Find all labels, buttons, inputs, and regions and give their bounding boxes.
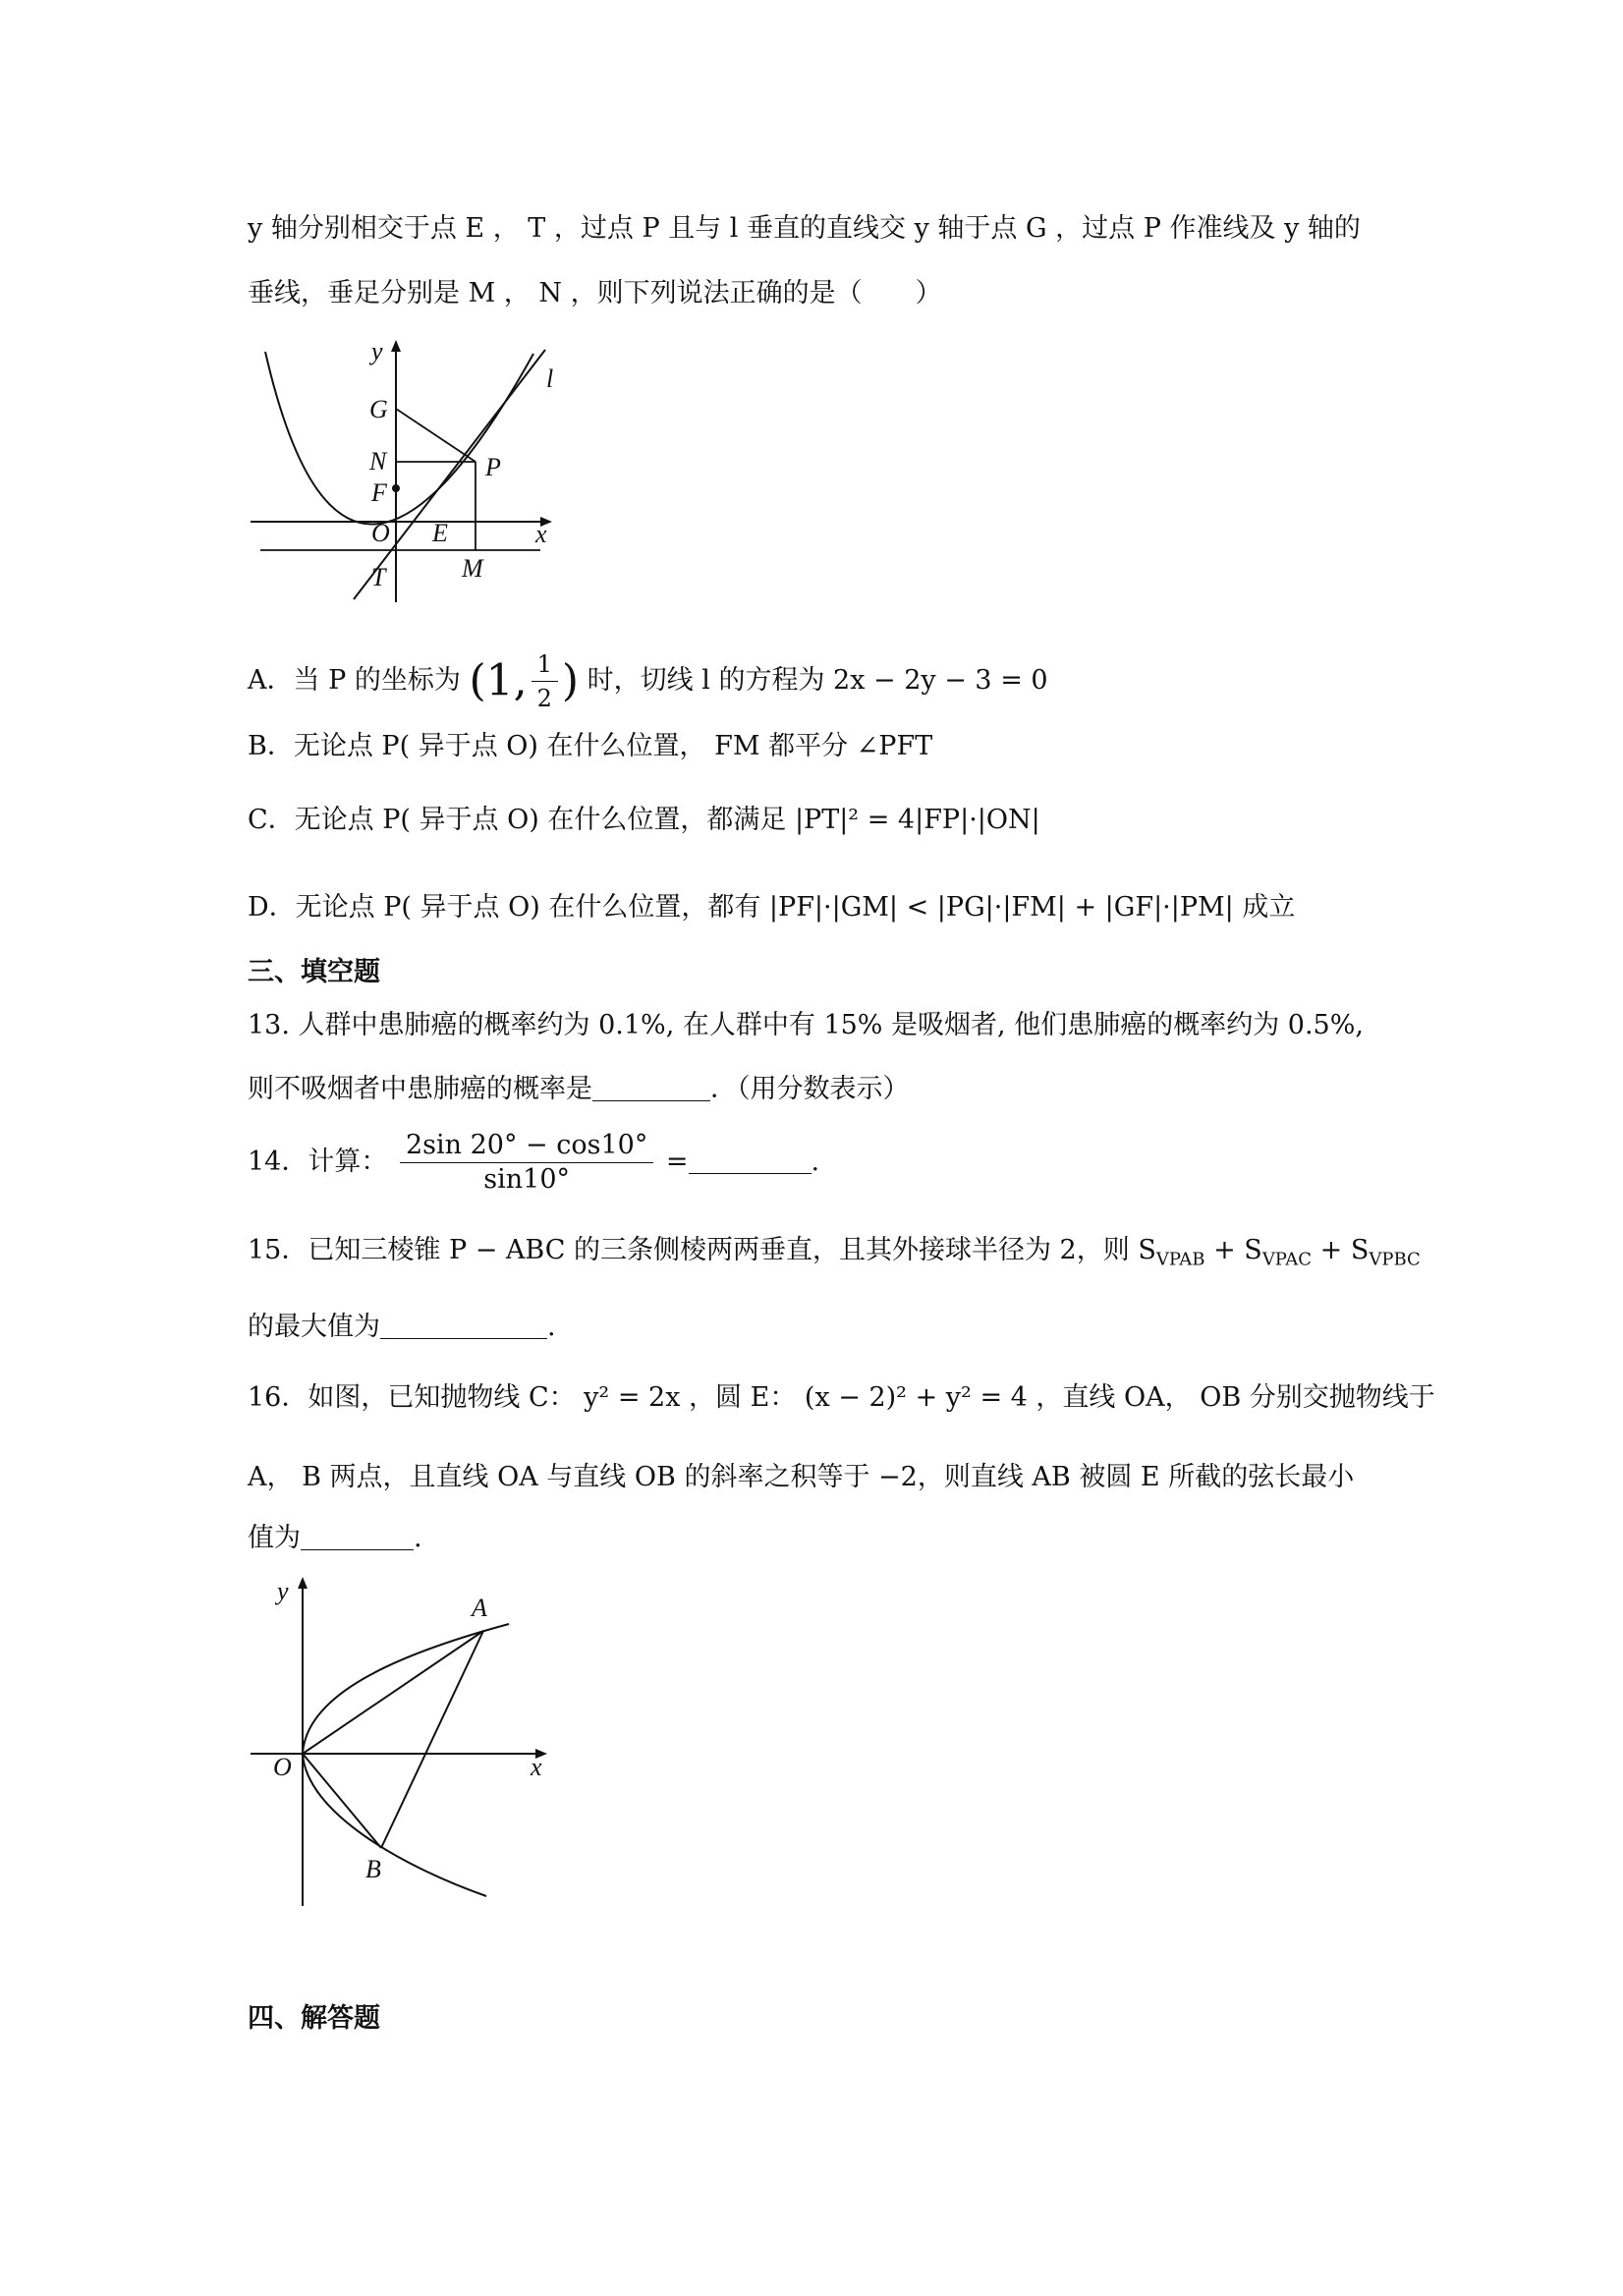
q16-line-3 bbox=[248, 1519, 422, 1558]
q15-sub-3: VPBC bbox=[1369, 1249, 1421, 1270]
q15-text: 15．已知三棱锥 P − ABC 的三条侧棱两两垂直，且其外接球半径为 2，则 S bbox=[248, 1235, 1156, 1265]
q15-sub-1: VPAB bbox=[1155, 1249, 1205, 1270]
q14-answer-blank[interactable] bbox=[689, 1144, 812, 1174]
q15-line-2 bbox=[248, 1308, 556, 1347]
q14-line bbox=[248, 1128, 819, 1197]
q14-label: 14．计算： bbox=[248, 1147, 388, 1177]
q16-line-1: 16．如图，已知抛物线 C： y² = 2x ，圆 E： (x − 2)² + y² = 4 ，直线 OA， OB 分别交抛物线于 bbox=[248, 1382, 1435, 1413]
q15-plus-2: + S bbox=[1312, 1235, 1370, 1265]
section-4-title: 四、解答题 bbox=[248, 2003, 380, 2034]
fig2-label-y: y bbox=[277, 1577, 289, 1605]
figure-parabola-chords bbox=[246, 1567, 560, 1921]
fig1-label-M: M bbox=[462, 554, 483, 583]
option-a-prefix: A．当 P 的坐标为 bbox=[248, 665, 461, 696]
q16-line-2: A， B 两点，且直线 OA 与直线 OB 的斜率之积等于 −2，则直线 AB 被圆 E 所截的弦长最小 bbox=[248, 1462, 1355, 1492]
fig2-label-B: B bbox=[365, 1855, 381, 1883]
option-a-frac-den: 2 bbox=[536, 685, 552, 712]
q13-line-1: 13. 人群中患肺癌的概率约为 0.1%, 在人群中有 15% 是吸烟者, 他们患肺癌的概率约为 0.5%, bbox=[248, 1010, 1364, 1040]
fig1-label-y: y bbox=[371, 337, 383, 365]
option-c: C．无论点 P( 异于点 O) 在什么位置，都满足 |PT|² = 4|FP|·|ON| bbox=[248, 805, 1040, 835]
fig1-label-T: T bbox=[371, 563, 386, 591]
section-3-title: 三、填空题 bbox=[248, 957, 380, 987]
q15-sub-2: VPAC bbox=[1261, 1249, 1313, 1270]
fig1-label-l: l bbox=[546, 364, 554, 393]
q15-answer-blank[interactable] bbox=[380, 1309, 547, 1339]
option-a-suffix: 时，切线 l 的方程为 2x − 2y − 3 = 0 bbox=[587, 665, 1048, 696]
figure-parabola-tangent bbox=[246, 332, 560, 617]
q16-answer-blank[interactable] bbox=[301, 1520, 414, 1550]
q14-equals: = bbox=[665, 1147, 689, 1177]
q13-text-a: 则不吸烟者中患肺癌的概率是 bbox=[248, 1074, 592, 1104]
q13-answer-blank[interactable] bbox=[592, 1071, 710, 1101]
q14-end: . bbox=[811, 1147, 820, 1177]
option-a-point-close: ) bbox=[561, 655, 580, 706]
q16-text-a: 值为 bbox=[248, 1523, 301, 1553]
option-a-point-open: (1, bbox=[469, 655, 528, 706]
fig2-label-A: A bbox=[472, 1594, 487, 1622]
fig1-label-O: O bbox=[371, 519, 390, 547]
fig1-label-P: P bbox=[485, 453, 501, 481]
q15-text-a: 的最大值为 bbox=[248, 1312, 380, 1342]
q15-text-b: . bbox=[547, 1312, 556, 1342]
q12-stem-line-2: 垂线，垂足分别是 M ， N ，则下列说法正确的是（ ） bbox=[248, 278, 942, 308]
option-d: D．无论点 P( 异于点 O) 在什么位置，都有 |PF|·|GM| < |PG|·|FM| + |GF|·|PM| 成立 bbox=[248, 892, 1296, 923]
fig2-label-x: x bbox=[531, 1753, 542, 1781]
q12-stem-line-1: y 轴分别相交于点 E ， T ，过点 P 且与 l 垂直的直线交 y 轴于点 G ，过点 P 作准线及 y 轴的 bbox=[248, 213, 1361, 244]
fig1-label-G: G bbox=[369, 395, 388, 423]
option-b: B．无论点 P( 异于点 O) 在什么位置， FM 都平分 ∠PFT bbox=[248, 731, 933, 761]
q13-line-2 bbox=[248, 1070, 910, 1109]
fig1-label-F: F bbox=[371, 478, 387, 507]
q15-line-1 bbox=[248, 1231, 1421, 1279]
q16-text-b: . bbox=[414, 1523, 422, 1553]
fig1-label-N: N bbox=[369, 447, 387, 476]
q13-text-b: ．（用分数表示） bbox=[710, 1074, 910, 1104]
fig1-label-x: x bbox=[535, 520, 547, 548]
fig1-label-E: E bbox=[432, 519, 448, 547]
q14-frac-num: 2sin 20° − cos10° bbox=[400, 1129, 653, 1163]
fig2-label-O: O bbox=[273, 1753, 292, 1781]
q15-plus-1: + S bbox=[1204, 1235, 1262, 1265]
option-a bbox=[248, 646, 1048, 716]
option-a-frac-num: 1 bbox=[532, 647, 558, 682]
q14-frac-den: sin10° bbox=[483, 1164, 571, 1195]
